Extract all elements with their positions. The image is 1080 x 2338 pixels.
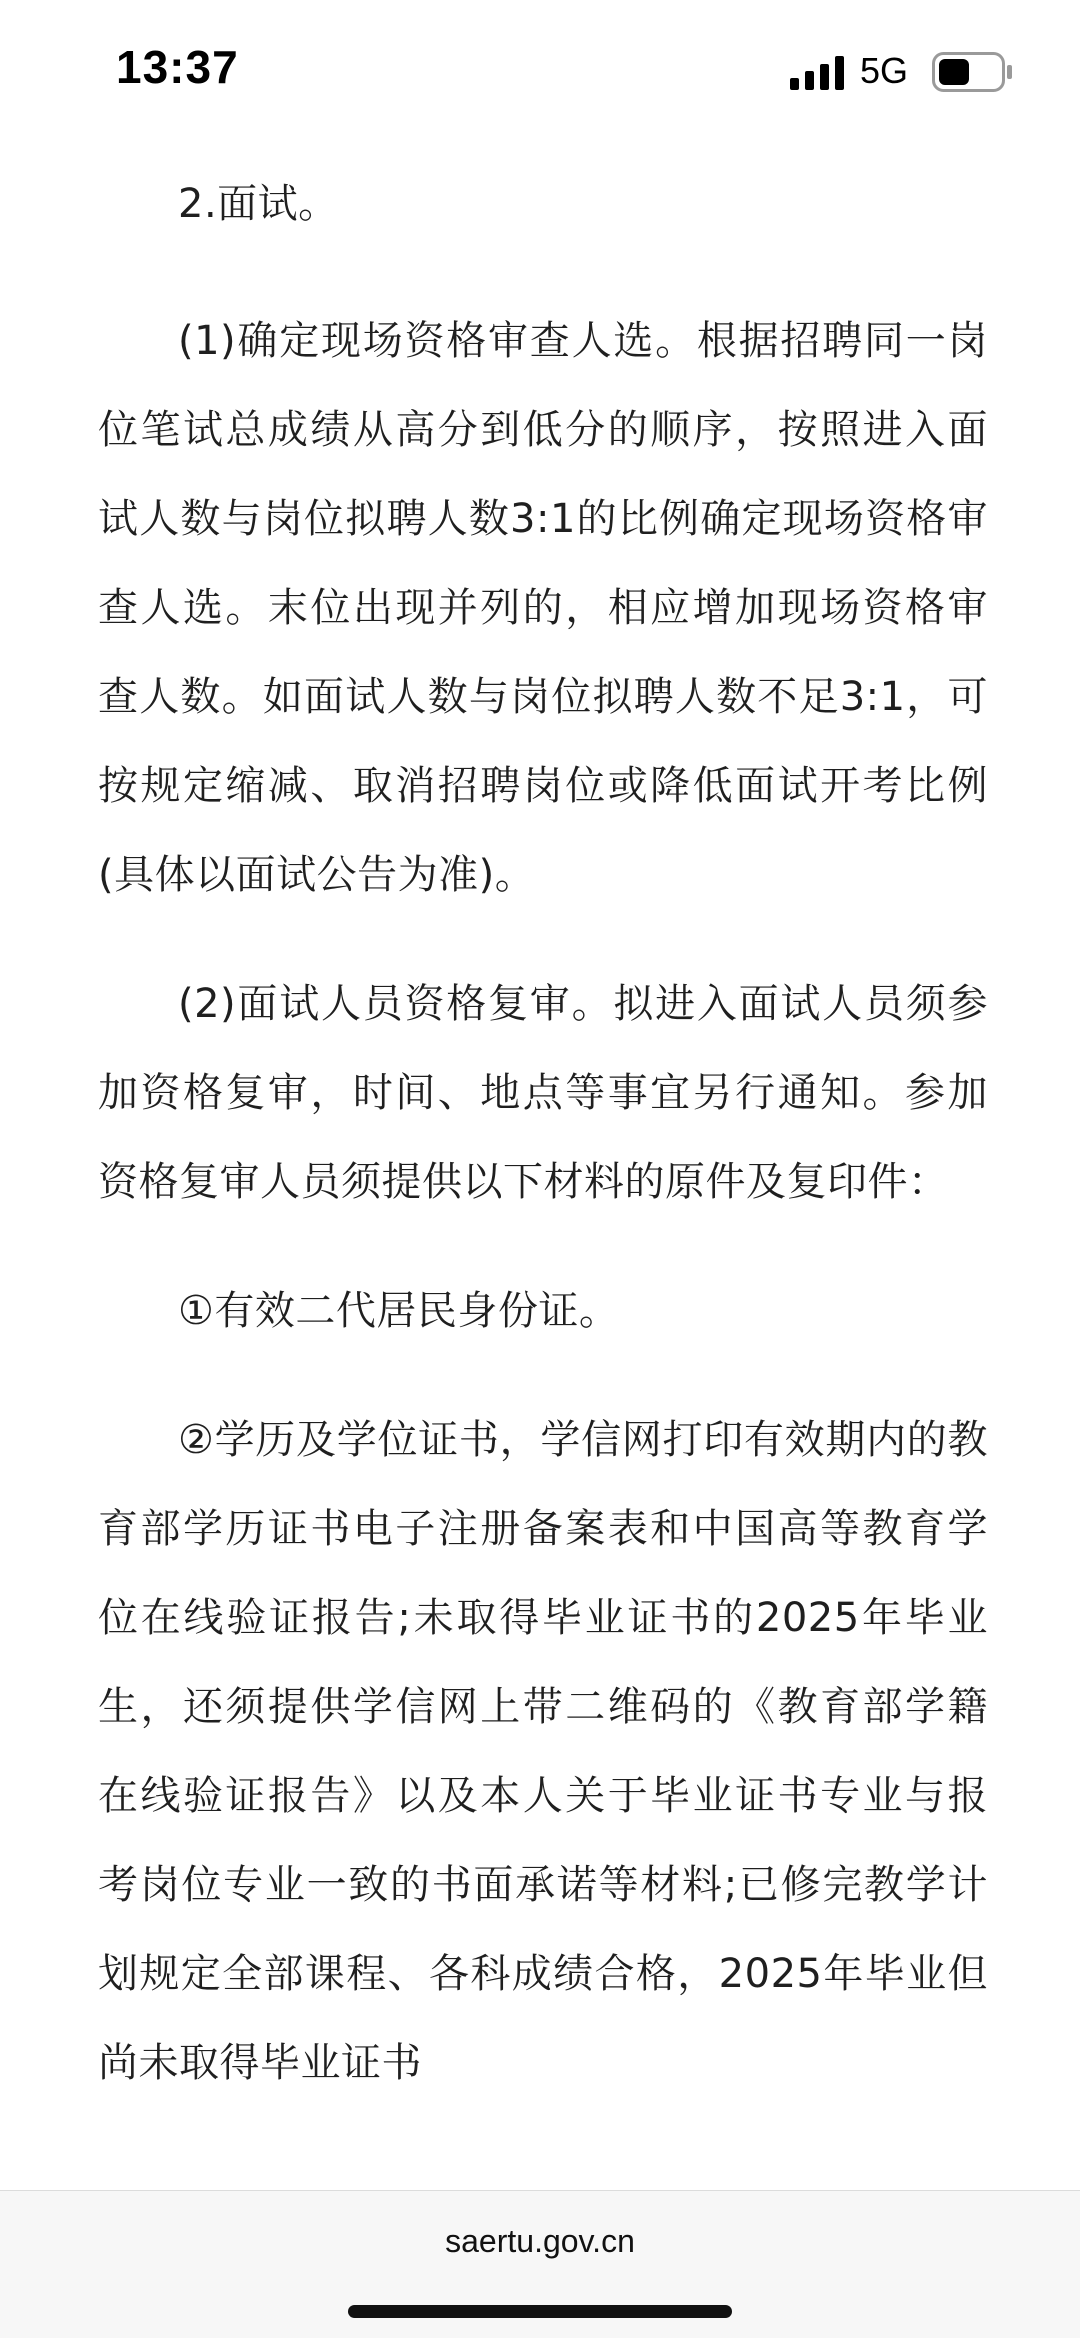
article-paragraph: (1)确定现场资格审查人选。根据招聘同一岗位笔试总成绩从高分到低分的顺序，按照进入面试人数与岗位拟聘人数3:1的比例确定现场资格审查人选。末位出现并列的，相应增加现场资格审查人数。如面试人数与岗位拟聘人数不足3:1，可按规定缩减、取消招聘岗位或降低面试开考比例(具体以面试公告为准)。 — [98, 318, 988, 898]
cellular-signal-icon — [790, 56, 844, 90]
network-type: 5G — [860, 50, 909, 91]
section-heading: 2.面试。 — [178, 181, 339, 227]
article-paragraph: (2)面试人员资格复审。拟进入面试人员须参加资格复审，时间、地点等事宜另行通知。参加资格复审人员须提供以下材料的原件及复印件： — [98, 981, 988, 1205]
status-bar — [0, 0, 1080, 140]
article-paragraph: ①有效二代居民身份证。 — [178, 1288, 620, 1334]
home-indicator[interactable] — [348, 2305, 732, 2318]
article-paragraph: ②学历及学位证书，学信网打印有效期内的教育部学历证书电子注册备案表和中国高等教育学位在线验证报告;未取得毕业证书的2025年毕业生，还须提供学信网上带二维码的《教育部学籍在线验证报告》以及本人关于毕业证书专业与报考岗位专业一致的书面承诺等材料;已修完教学计划规定全部课程、各科成绩合格，2025年毕业但尚未取得毕业证书 — [98, 1417, 988, 2086]
url-label[interactable]: saertu.gov.cn — [445, 2223, 635, 2259]
browser-address-bar[interactable] — [0, 2190, 1080, 2338]
battery-icon — [932, 52, 1014, 92]
article-content — [98, 160, 988, 2148]
status-time: 13:37 — [116, 41, 239, 93]
